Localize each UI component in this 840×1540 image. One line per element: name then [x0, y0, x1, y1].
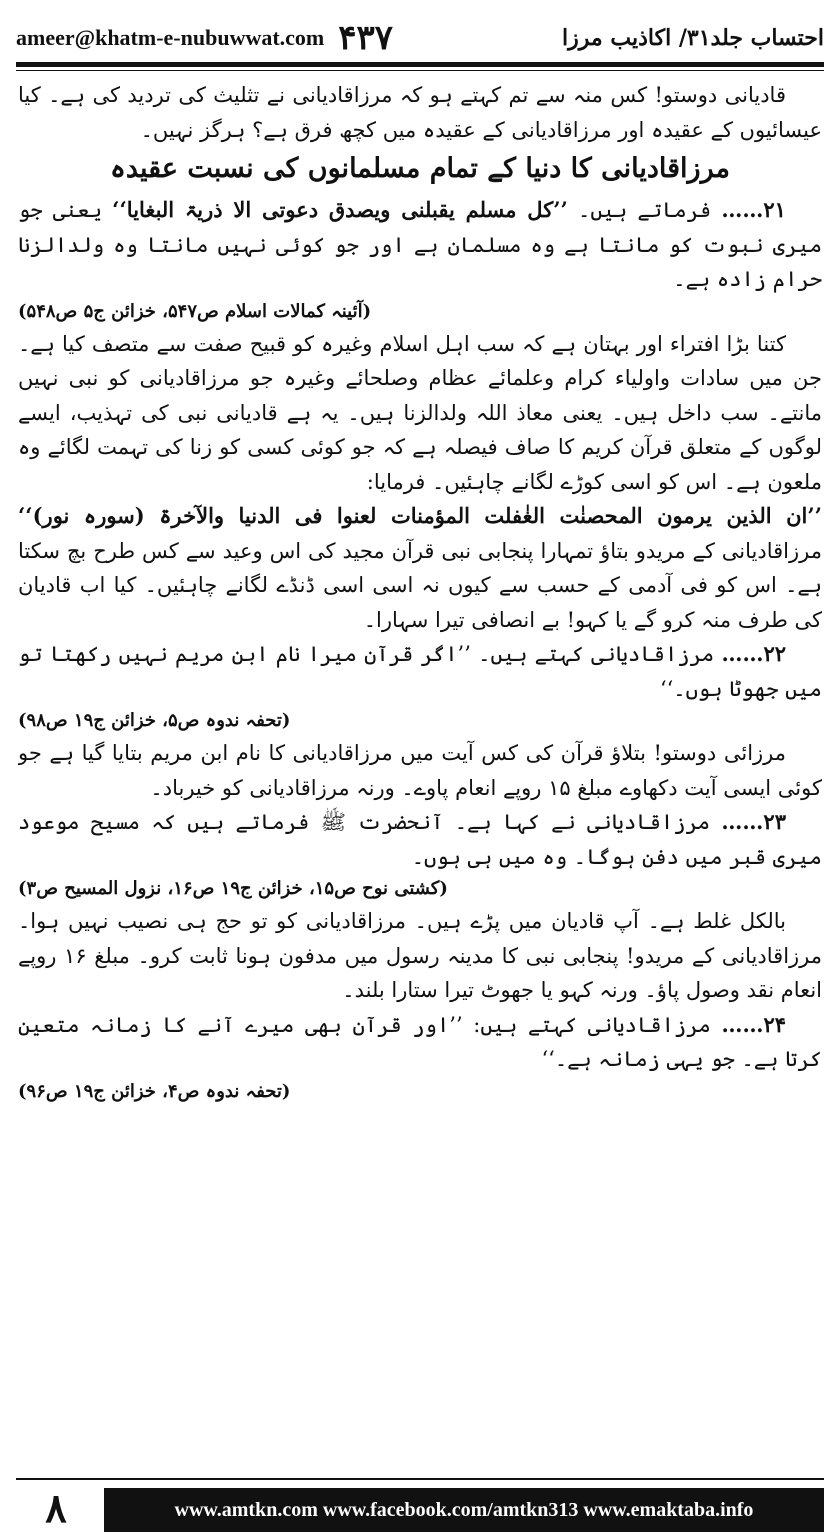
arabic-quote: ’’کل مسلم یقبلنی ویصدق دعوتی الا ذریۃ البغایا‘‘ [112, 197, 568, 222]
header-page-number: ۴۳۷ [338, 18, 394, 58]
paragraph-commentary-2 [18, 499, 822, 637]
item-text: مرزاقادیانی کے مریدو بتاؤ تمہارا پنجابی نبی قرآن مجید کی اس وعید سے کس طرح بچ سکتا ہے۔ اس کو فی آدمی کے حسب سے کیوں نہ اسی اسی ڈنڈے لگانے چاہئیں۔ کیا اب قادیان کی طرف منہ کرو گے یا کہو! بے انصافی تیرا سہارا۔ [18, 538, 822, 632]
header-running-title: احتساب جلد۳۱/ اکاذیب مرزا [562, 25, 824, 51]
header-email: ameer@khatm-e-nubuwwat.com [16, 25, 325, 50]
paragraph-commentary-4: بالکل غلط ہے۔ آپ قادیان میں پڑے ہیں۔ مرزاقادیانی کو تو حج ہی نصیب نہیں ہوا۔ مرزاقادیانی کے مریدو! پنجابی نبی کا مدینہ رسول میں مدفون ہونا ثابت کرو۔ مبلغ ۱۶ روپے انعام نقد وصول پاؤ۔ ورنہ کہو یا جھوٹ تیرا ستارا بلند۔ [18, 909, 822, 1002]
item-23 [18, 805, 822, 874]
paragraph-commentary-3: مرزائی دوستو! بتلاؤ قرآن کی کس آیت میں مرزاقادیانی کا نام ابن مریم بتایا گیا ہے جو کوئی ایسی آیت دکھاوے مبلغ ۱۵ روپے انعام پاوے۔ ورنہ مرزاقادیانی کو خیرباد۔ [18, 741, 822, 800]
header-left [16, 18, 393, 58]
item-lead: مرزاقادیانی کہتے ہیں۔ [478, 642, 715, 666]
item-number: ۲۱…… [721, 197, 786, 222]
page-body [18, 78, 822, 1454]
footer-page-marker: ۸ [45, 1485, 67, 1532]
item-number: ۲۳…… [721, 809, 786, 834]
reference-citation: (آئینہ کمالات اسلام ص۵۴۷، خزائن ج۵ ص۵۴۸) [18, 300, 372, 322]
reference-citation: (کشتی نوح ص۱۵، خزائن ج۱۹ ص۱۶، نزول المسیح ص۳) [18, 878, 448, 899]
paragraph-1: قادیانی دوستو! کس منہ سے تم کہتے ہو کہ مرزاقادیانی نے تثلیث کی تردید کی ہے۔ کیا عیسائیوں کے عقیدہ اور مرزاقادیانی کے عقیدہ میں کچھ فرق ہے؟ ہرگز نہیں۔ [18, 83, 822, 142]
page-header [16, 14, 824, 62]
page-footer [0, 1478, 840, 1540]
item-22 [18, 637, 822, 706]
item-lead: مرزاقادیانی کہتے ہیں: [473, 1012, 711, 1037]
item-text: ’’اور قرآن بھی میرے آنے کا زمانہ متعین کرتا ہے۔ جو یہی زمانہ ہے۔‘‘ [18, 1012, 822, 1071]
footer-rule [16, 1478, 824, 1480]
header-rule-thin [16, 70, 824, 71]
paragraph-commentary-1: کتنا بڑا افتراء اور بہتان ہے کہ سب اہل اسلام وغیرہ کو قبیح صفت سے متصف کیا ہے۔ جن میں سادات واولیاء کرام وعلمائے عظام وصلحائے وغیرہ جو مرزاقادیانی کو نبی نہیں مانتے۔ سب داخل ہیں۔ یعنی معاذ اللہ ولدالزنا ہیں۔ یہ ہے قادیانی نبی کی تہذیب، ایسے لوگوں کے متعلق قرآن کریم کا صاف فیصلہ ہے کہ جو کوئی کسی کو زنا کی تہمت لگائے وہ ملعون ہے۔ اس کو اسی کوڑے لگانے چاہئیں۔ فرمایا: [18, 331, 822, 494]
reference-citation: (تحفہ ندوہ ص۴، خزائن ج۱۹ ص۹۶) [18, 1080, 291, 1102]
item-text: یعنی جو میری نبوت کو مانتا ہے وہ مسلمان ہے اور جو کوئی نہیں مانتا وہ ولدالزنا حرام زادہ ہے۔ [18, 198, 822, 291]
item-number: ۲۴…… [721, 1011, 786, 1037]
item-text: آنحضرت ﷺ فرماتے ہیں کہ مسیح موعود میری قبر میں دفن ہوگا۔ وہ میں ہی ہوں۔ [18, 810, 822, 869]
arabic-quote: ’’ان الذین یرمون المحصنٰت الغٰفلت المؤمنات لعنوا فی الدنیا والآخرۃ (سورہ نور)‘‘ [18, 503, 822, 528]
section-heading: مرزاقادیانی کا دنیا کے تمام مسلمانوں کی نسبت عقیدہ [110, 153, 730, 184]
item-text: ’’اگر قرآن میرا نام ابن مریم نہیں رکھتا تو میں جھوٹا ہوں۔‘‘ [18, 642, 822, 701]
item-lead: مرزاقادیانی نے کہا ہے۔ [454, 810, 711, 834]
footer-links: www.amtkn.com www.facebook.com/amtkn313 www.emaktaba.info [104, 1488, 824, 1532]
item-21 [18, 193, 822, 297]
header-rule-thick [16, 62, 824, 67]
item-number: ۲۲…… [721, 641, 786, 666]
item-lead: فرماتے ہیں۔ [578, 198, 712, 222]
reference-citation: (تحفہ ندوہ ص۵، خزائن ج۱۹ ص۹۸) [18, 710, 291, 731]
item-24 [18, 1008, 822, 1077]
